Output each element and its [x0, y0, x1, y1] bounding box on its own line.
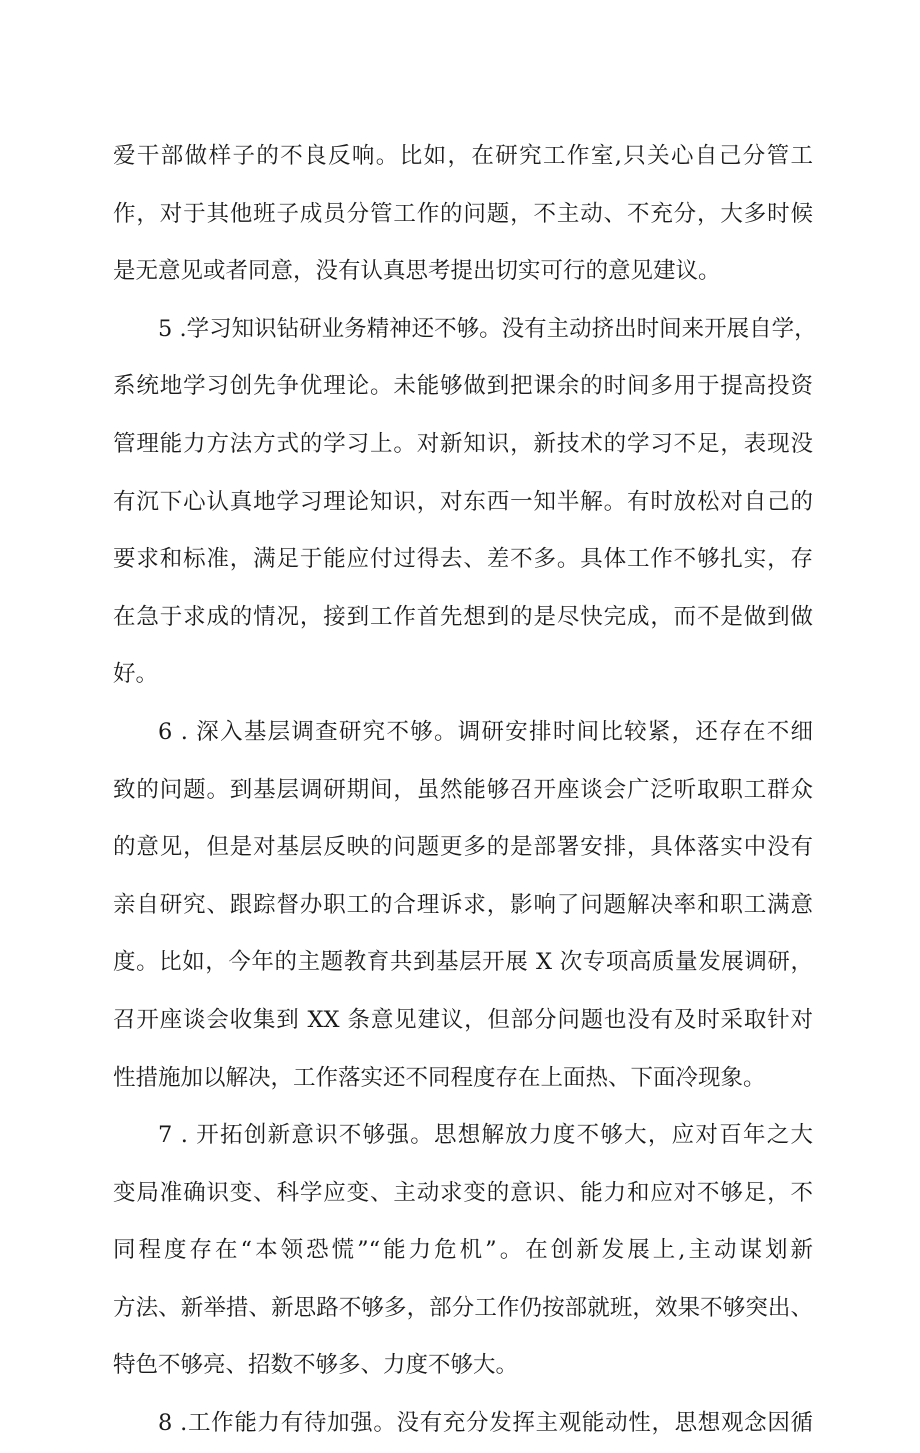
- paragraph-line: 在急于求成的情况，接到工作首先想到的是尽快完成，而不是做到做: [113, 603, 813, 630]
- paragraph-line: 好。: [113, 661, 159, 688]
- paragraph-line: 管理能力方法方式的学习上。对新知识，新技术的学习不足，表现没: [113, 430, 813, 457]
- paragraph-line: 有沉下心认真地学习理论知识，对东西一知半解。有时放松对自己的: [113, 488, 813, 515]
- paragraph-line: 召开座谈会收集到 XX 条意见建议，但部分问题也没有及时采取针对: [113, 1006, 813, 1033]
- paragraph-heading-line: 7 . 开拓创新意识不够强。思想解放力度不够大，应对百年之大: [158, 1122, 813, 1149]
- paragraph-line: 系统地学习创先争优理论。未能够做到把课余的时间多用于提高投资: [113, 373, 813, 400]
- paragraph-line: 的意见，但是对基层反映的问题更多的是部署安排，具体落实中没有: [113, 834, 813, 861]
- paragraph-line: 亲自研究、跟踪督办职工的合理诉求，影响了问题解决率和职工满意: [113, 891, 813, 918]
- paragraph-heading-line: 8 .工作能力有待加强。没有充分发挥主观能动性，思想观念因循: [158, 1410, 813, 1437]
- paragraph-line: 方法、新举措、新思路不够多，部分工作仍按部就班，效果不够突出、: [113, 1294, 813, 1321]
- paragraph-line: 特色不够亮、招数不够多、力度不够大。: [113, 1352, 519, 1379]
- paragraph-line: 变局准确识变、科学应变、主动求变的意识、能力和应对不够足，不: [113, 1179, 813, 1206]
- paragraph-line: 同程度存在“本领恐慌”“能力危机”。在创新发展上,主动谋划新: [113, 1237, 813, 1264]
- paragraph-line: 性措施加以解决，工作落实还不同程度存在上面热、下面冷现象。: [113, 1064, 766, 1091]
- paragraph-heading-line: 5 .学习知识钻研业务精神还不够。没有主动挤出时间来开展自学，: [158, 315, 817, 342]
- paragraph-line: 致的问题。到基层调研期间，虽然能够召开座谈会广泛听取职工群众: [113, 776, 813, 803]
- paragraph-line: 是无意见或者同意，没有认真思考提出切实可行的意见建议。: [113, 258, 721, 285]
- paragraph-heading-line: 6 . 深入基层调查研究不够。调研安排时间比较紧，还存在不细: [158, 718, 813, 745]
- paragraph-line: 爱干部做样子的不良反响。比如，在研究工作室,只关心自己分管工: [113, 143, 813, 169]
- paragraph-line: 要求和标准，满足于能应付过得去、差不多。具体工作不够扎实，存: [113, 546, 813, 573]
- document-body: [113, 128, 817, 1453]
- paragraph-line: 作，对于其他班子成员分管工作的问题，不主动、不充分，大多时候: [113, 200, 813, 227]
- paragraph-line: 度。比如，今年的主题教育共到基层开展 X 次专项高质量发展调研，: [113, 949, 813, 976]
